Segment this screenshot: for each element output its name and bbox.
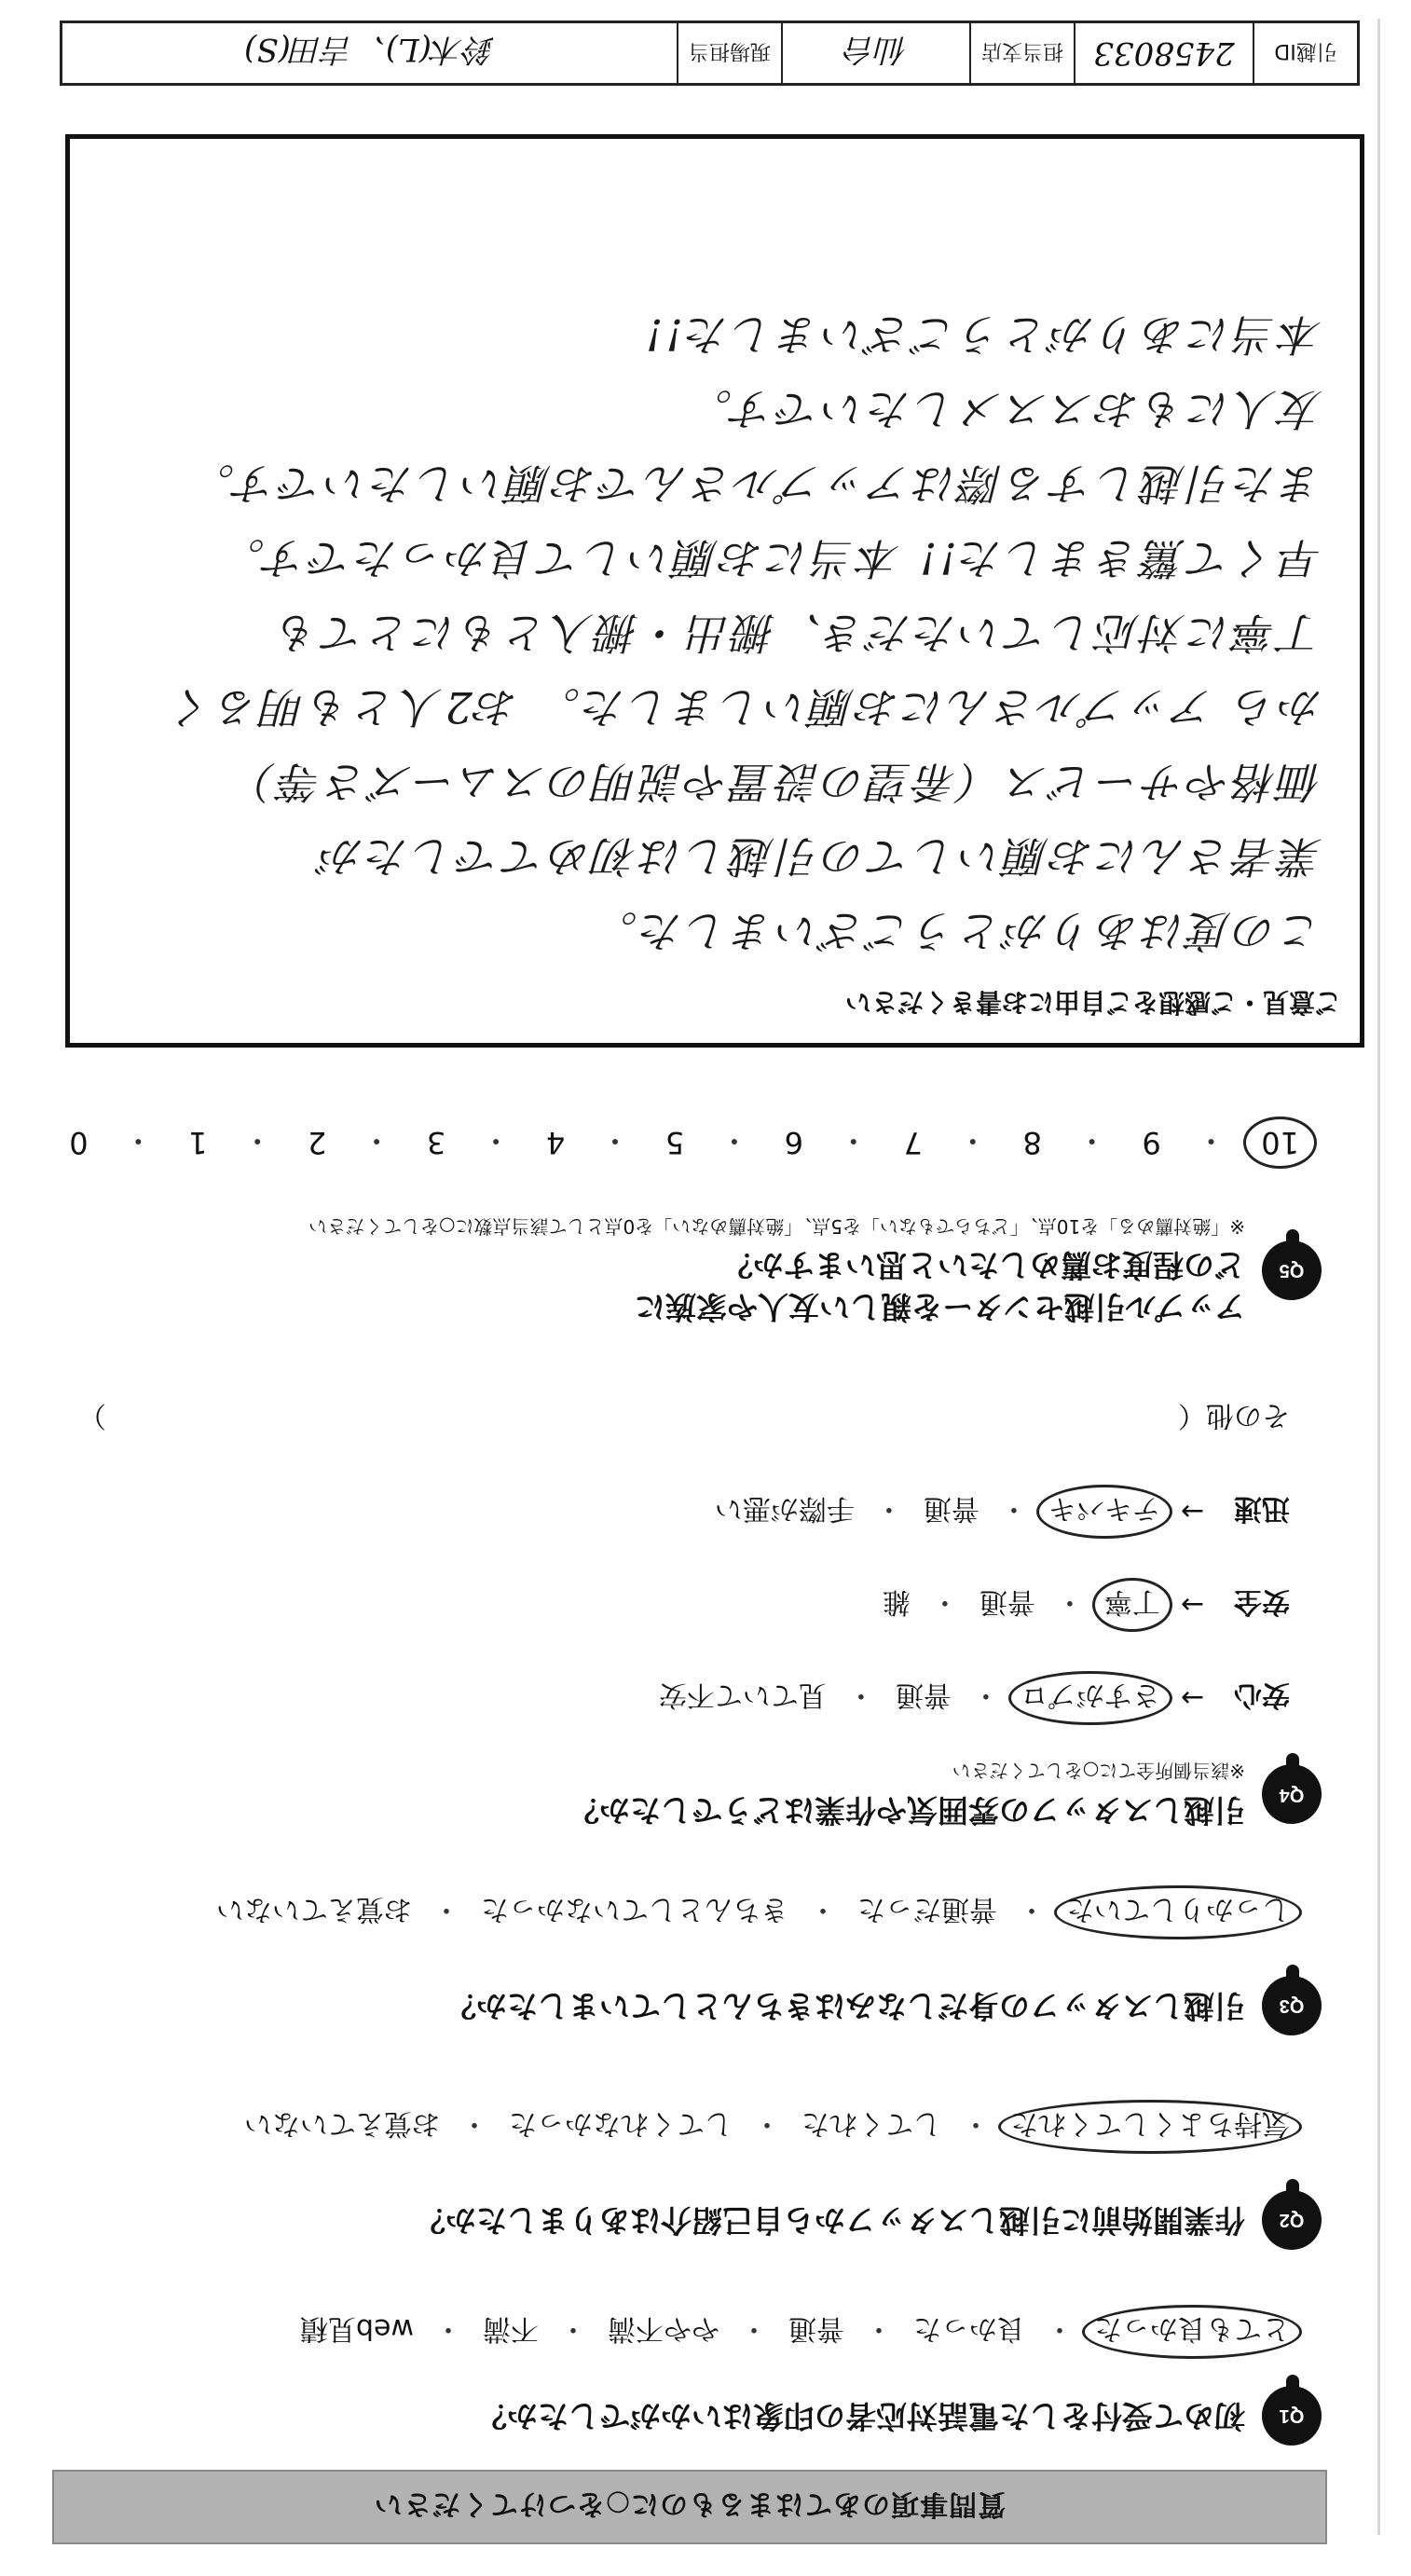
- scale-option[interactable]: 6: [784, 1125, 804, 1160]
- q3-badge: Q3: [1262, 1976, 1322, 2035]
- comment-box[interactable]: [65, 134, 1364, 1048]
- q5-text: [308, 1213, 1245, 1327]
- q4-row-anzen: 安全 → 丁寧 ・ 普通 ・ 雑: [883, 1584, 1290, 1625]
- q1-badge: Q1: [1262, 2386, 1322, 2446]
- q4-option-selected[interactable]: テキパキ: [1036, 1485, 1172, 1539]
- q5-badge: Q5: [1262, 1240, 1322, 1300]
- q4-note: ※該当個所全てに○をしてください: [952, 1760, 1245, 1783]
- comment-handwriting: [107, 297, 1322, 968]
- q5-question-line1: アップル引越センターを親しい友人や家族に: [634, 1289, 1245, 1325]
- q1-text: 初めて受付をした電話対応者の印象はいかがでしたか？: [476, 2398, 1245, 2435]
- question-2: [415, 2190, 1322, 2250]
- comment-line: 丁寧に対応していただき、搬出・搬入ともにとても: [273, 608, 1322, 658]
- q1-option[interactable]: 良かった: [913, 2312, 1025, 2345]
- q4-other-row: [78, 1398, 1290, 1439]
- q4-row-label: 迅速: [1234, 1492, 1290, 1525]
- comment-line: この度はありがとうございました。: [592, 906, 1322, 956]
- q3-option[interactable]: お覚えていない: [216, 1893, 412, 1925]
- q4-option-selected[interactable]: 丁寧: [1092, 1578, 1172, 1632]
- comment-title: ご意見・ご感想をご自由にお書きください: [844, 987, 1341, 1018]
- scale-option[interactable]: 8: [1022, 1125, 1042, 1160]
- q1-option-selected[interactable]: とても良かった: [1082, 2305, 1302, 2359]
- q2-option[interactable]: してくれた: [801, 2107, 941, 2140]
- q4-badge: Q4: [1262, 1764, 1322, 1824]
- q3-text: 引越しスタッフの身だしなみはきちんとしていましたか？: [445, 1988, 1245, 2025]
- q2-text: 作業開始前に引越しスタッフから自己紹介はありましたか？: [415, 2202, 1245, 2240]
- q3-option[interactable]: きちんとしていなかった: [481, 1893, 788, 1925]
- id-value: 2458033: [1075, 22, 1253, 85]
- q4-other-close: ）: [78, 1399, 106, 1432]
- q2-option-selected[interactable]: 気持ちよくしてくれた: [998, 2100, 1302, 2154]
- q4-option-selected[interactable]: さすがプロ: [1008, 1671, 1172, 1725]
- instruction-header: [52, 2470, 1327, 2544]
- q2-option[interactable]: お覚えていない: [244, 2107, 440, 2140]
- scale-option[interactable]: 1: [188, 1125, 208, 1160]
- q5-question-line2: どの程度お薦めしたいと思いますか？: [722, 1247, 1245, 1284]
- scale-option[interactable]: 3: [426, 1125, 446, 1160]
- q4-option[interactable]: 手際が悪い: [714, 1492, 855, 1525]
- q3-option-selected[interactable]: しっかりしていた: [1054, 1885, 1302, 1939]
- q4-row-label: 安全: [1234, 1585, 1290, 1618]
- scale-option[interactable]: 4: [545, 1125, 566, 1160]
- q4-option[interactable]: 見ていて不安: [658, 1679, 827, 1711]
- question-5: [308, 1213, 1322, 1327]
- question-4: [569, 1758, 1322, 1830]
- comment-line: 業者さんにお願いしての引越しは初めてでしたが: [318, 831, 1322, 882]
- q4-option[interactable]: 雑: [882, 1585, 911, 1618]
- q1-option[interactable]: 不満: [483, 2312, 539, 2345]
- scale-option[interactable]: 9: [1142, 1125, 1161, 1160]
- scale-option-selected[interactable]: 10: [1243, 1117, 1317, 1169]
- q1-option[interactable]: やや不満: [608, 2312, 719, 2345]
- arrow-icon: →: [1180, 1681, 1204, 1715]
- q4-row-anshin: 安心 → さすがプロ ・ 普通 ・ 見ていて不安: [659, 1678, 1290, 1719]
- comment-line: また引越しする際はアップルさんでお願いしたいです。: [188, 459, 1322, 509]
- q4-row-label: 安心: [1234, 1679, 1290, 1711]
- comment-line: 友人にもおススメしたいです。: [686, 384, 1322, 434]
- comment-line: 本当にありがとうございました!!: [643, 309, 1322, 360]
- scale-option[interactable]: 0: [69, 1125, 89, 1160]
- q2-badge: Q2: [1262, 2190, 1322, 2250]
- q1-option[interactable]: 普通: [788, 2312, 844, 2345]
- q4-other-label: その他（: [1178, 1399, 1290, 1432]
- q4-question: 引越しスタッフの雰囲気や作業はどうでしたか？: [569, 1792, 1245, 1829]
- comment-line: から アップルさんにお願いしました。 お2人とも明るく: [168, 682, 1322, 733]
- staff-label: 現場担当: [678, 22, 782, 85]
- q4-option[interactable]: 普通: [923, 1492, 979, 1525]
- q4-text: [569, 1758, 1245, 1830]
- arrow-icon: →: [1180, 1495, 1204, 1528]
- branch-label: 担当支店: [970, 22, 1075, 85]
- comment-line: 価格やサービス（希望の設置や説明のスムーズさ等）: [230, 757, 1322, 807]
- scale-option[interactable]: 2: [308, 1125, 327, 1160]
- q3-option[interactable]: 普通だった: [857, 1893, 997, 1925]
- q1-option[interactable]: web見積: [299, 2312, 414, 2345]
- question-1: [476, 2386, 1322, 2446]
- question-3: [445, 1976, 1322, 2035]
- comment-line: 早くて驚きました!! 本当にお願いして良かったです。: [219, 533, 1322, 583]
- arrow-icon: →: [1180, 1588, 1204, 1622]
- q1-options: とても良かった ・ 良かった ・ 普通 ・ やや不満 ・ 不満 ・ web見積: [56, 2311, 1290, 2352]
- footer-info-table: [60, 21, 1360, 86]
- q3-options: しっかりしていた ・ 普通だった ・ きちんとしていなかった ・ お覚えていない: [56, 1892, 1290, 1933]
- q5-scale: 10 ・ 9 ・ 8 ・ 7 ・ 6 ・ 5 ・ 4 ・ 3 ・ 2 ・ 1 ・ 0: [69, 1121, 1299, 1164]
- q4-option[interactable]: 普通: [979, 1585, 1035, 1618]
- scale-option[interactable]: 5: [664, 1125, 685, 1160]
- q4-row-jinsoku: 迅速 → テキパキ ・ 普通 ・ 手際が悪い: [715, 1491, 1290, 1532]
- instruction-text: 質問事項のあてはまるものに○をつけてください: [373, 2487, 1007, 2520]
- q5-note: ※「絶対薦める」を10点、「どちらでもない」を5点、「絶対薦めない」を0点として該当点数に○をしてください: [308, 1214, 1245, 1238]
- scale-option[interactable]: 7: [903, 1125, 923, 1160]
- q4-option[interactable]: 普通: [895, 1679, 952, 1711]
- q2-option[interactable]: してくれなかった: [509, 2107, 733, 2140]
- staff-value: 鈴木(L)、吉田(S): [62, 22, 678, 85]
- id-label: 引越ID: [1253, 22, 1359, 85]
- branch-value: 仙台: [782, 22, 970, 85]
- q2-options: 気持ちよくしてくれた ・ してくれた ・ してくれなかった ・ お覚えていない: [56, 2106, 1290, 2147]
